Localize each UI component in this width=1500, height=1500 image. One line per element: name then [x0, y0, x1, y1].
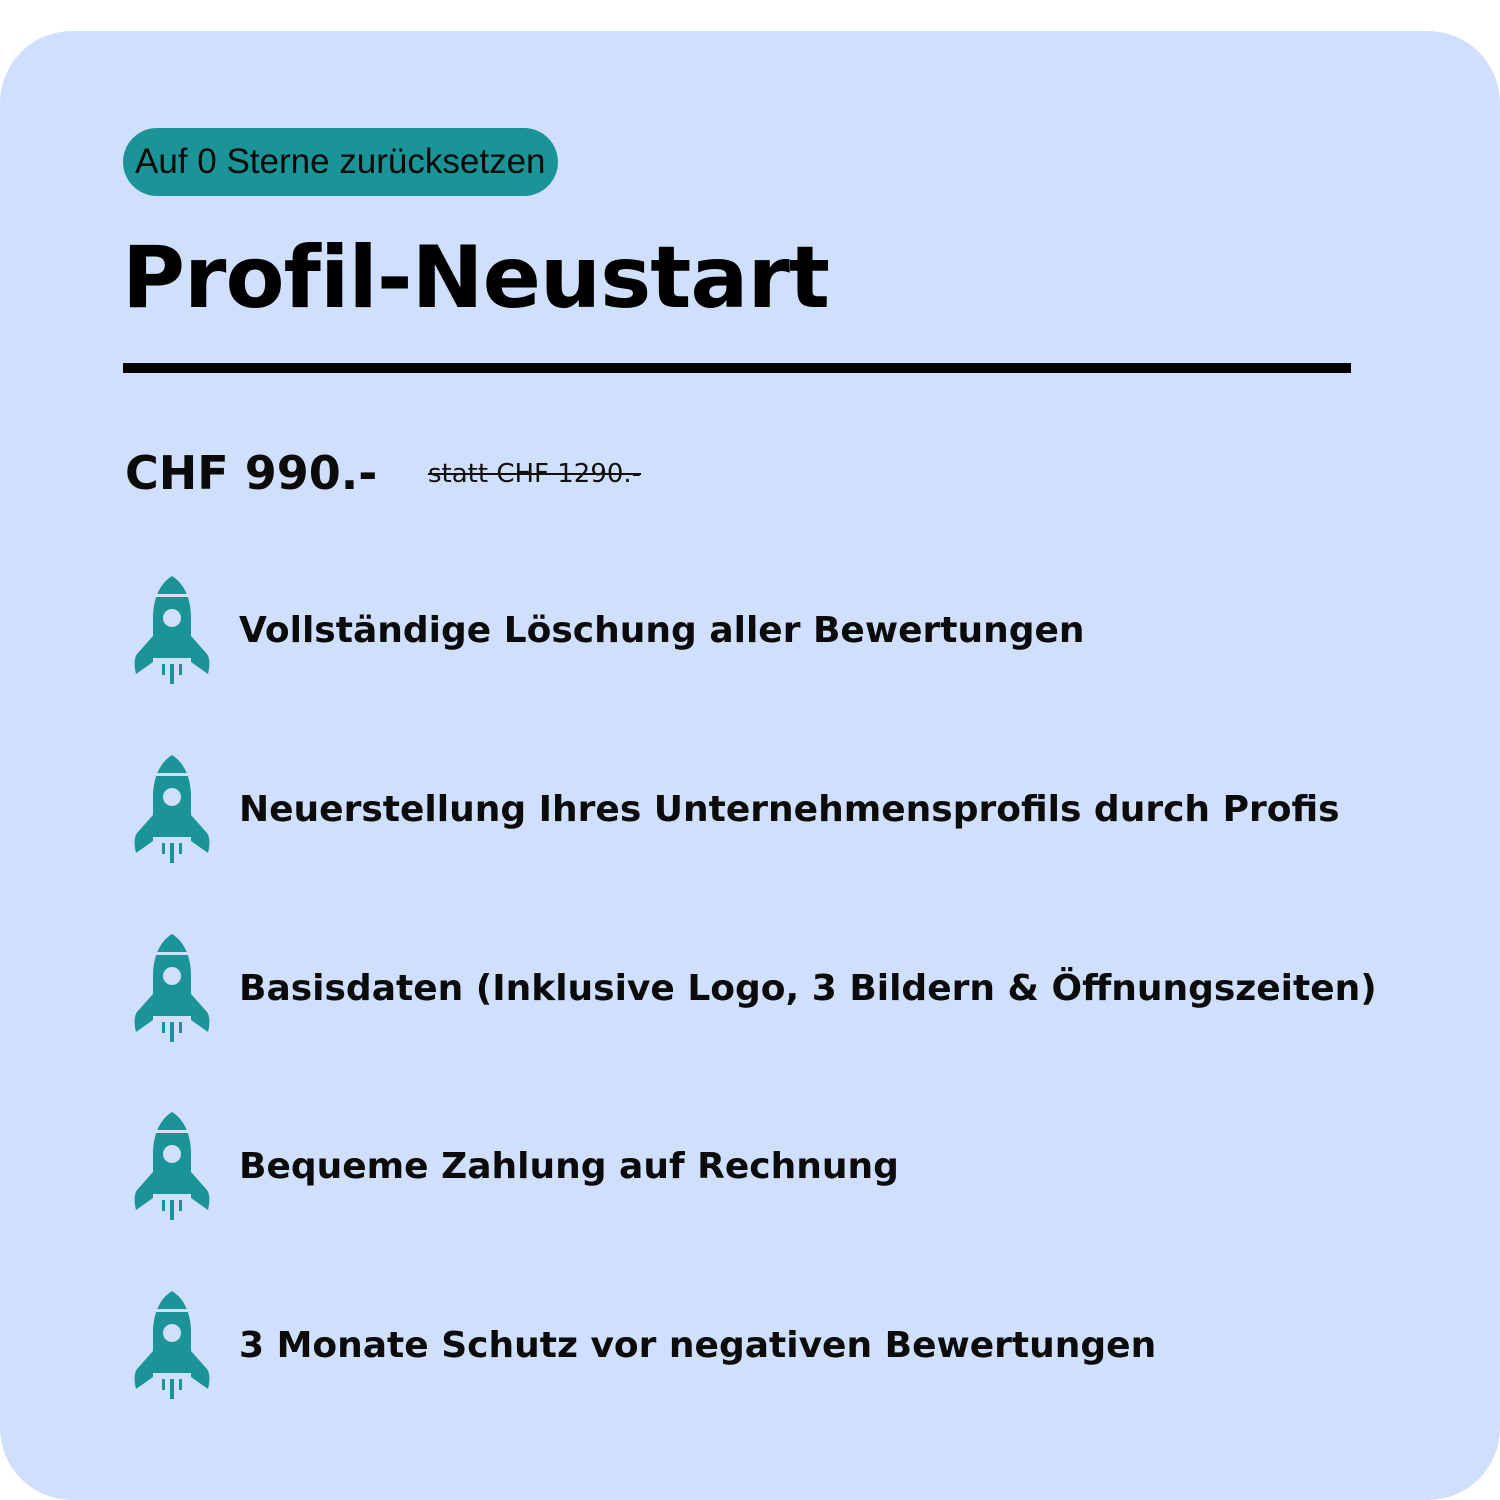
rocket-icon — [133, 755, 211, 863]
offer-card — [0, 31, 1500, 1500]
reset-badge: Auf 0 Sterne zurücksetzen — [123, 128, 558, 196]
title-divider — [123, 363, 1351, 373]
page-title: Profil-Neustart — [122, 228, 829, 328]
feature-item — [133, 1291, 1156, 1399]
feature-text: Bequeme Zahlung auf Rechnung — [239, 1145, 899, 1187]
feature-item — [133, 755, 1340, 863]
feature-text: Neuerstellung Ihres Unternehmensprofils durch Profis — [239, 788, 1340, 830]
feature-item — [133, 1112, 899, 1220]
feature-text: 3 Monate Schutz vor negativen Bewertungen — [239, 1324, 1157, 1366]
rocket-icon — [133, 1291, 211, 1399]
feature-text: Vollständige Löschung aller Bewertungen — [239, 609, 1085, 651]
feature-item — [133, 576, 1085, 684]
rocket-icon — [133, 576, 211, 684]
rocket-icon — [133, 1112, 211, 1220]
rocket-icon — [133, 934, 211, 1042]
previous-price: statt CHF 1290.- — [428, 459, 642, 489]
current-price: CHF 990.- — [125, 446, 378, 500]
feature-text: Basisdaten (Inklusive Logo, 3 Bildern & Öffnungszeiten) — [239, 967, 1377, 1009]
feature-item — [133, 934, 1377, 1042]
